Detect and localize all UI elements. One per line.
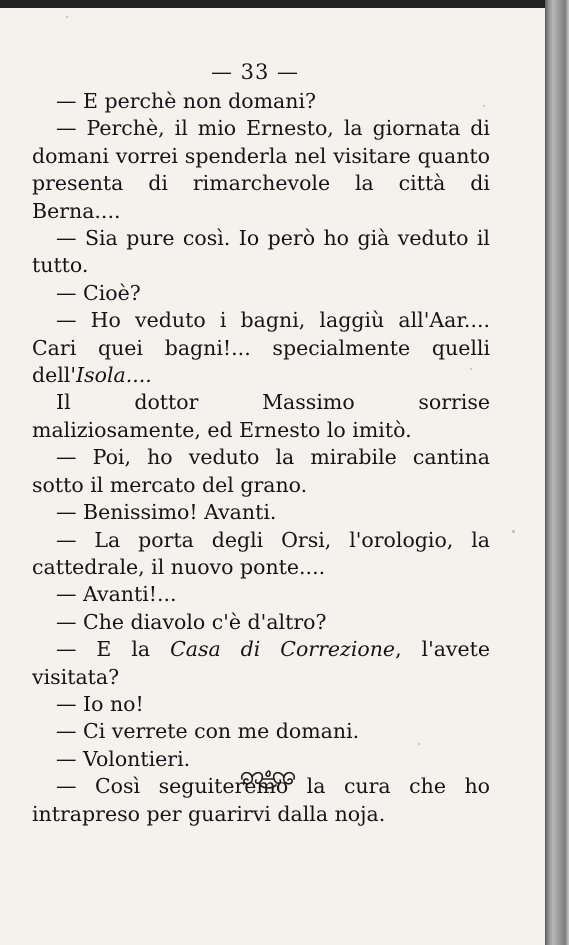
paper-speck <box>418 743 420 745</box>
paper-speck <box>483 105 485 107</box>
paper-speck <box>512 530 515 533</box>
paragraph: — Cioè? <box>56 280 141 305</box>
fleuron-ornament-icon <box>236 766 300 792</box>
book-spine-edge <box>545 0 569 945</box>
paragraph: — Avanti!... <box>56 582 177 607</box>
paper-speck <box>470 368 472 370</box>
paragraph-text: , l'avete visitata? <box>32 637 491 689</box>
body-text <box>32 88 490 828</box>
book-page <box>0 8 545 945</box>
paragraph: — Benissimo! Avanti. <box>56 500 277 525</box>
paragraph: — Perchè, il mio Ernesto, la giornata di domani vorrei spenderla nel visitare quanto presenta di rimarchevole la città di Berna.... <box>32 116 490 223</box>
paragraph: — E perchè non domani? <box>56 89 317 113</box>
scan-top-border <box>0 0 569 8</box>
paragraph: — Volontieri. <box>56 746 191 771</box>
italic-casa: Casa di Correzione <box>170 637 396 662</box>
paragraph: — La porta degli Orsi, l'orologio, la cattedrale, il nuovo ponte.... <box>32 527 490 579</box>
paragraph: — Così seguiteremo la cura che ho intrapreso per guarirvi dalla noja. <box>32 774 490 826</box>
page-number: — 33 — <box>210 60 300 84</box>
paragraph <box>32 307 490 389</box>
paper-speck <box>66 16 68 18</box>
paragraph <box>32 636 490 691</box>
paragraph: — Ci verrete con me domani. <box>56 719 360 744</box>
paragraph: — Io no! <box>56 691 144 716</box>
paragraph: — Che diavolo c'è d'altro? <box>56 609 327 634</box>
paragraph: — Sia pure così. Io però ho già veduto il tutto. <box>32 226 490 278</box>
italic-isola: Isola.... <box>76 363 152 388</box>
paragraph-text: — Ho veduto i bagni, laggiù all'Aar.... Cari quei bagni!... specialmente quelli dell' <box>32 308 490 388</box>
paragraph-text: — E la <box>56 637 171 662</box>
paragraph: Il dottor Massimo sorrise maliziosamente, ed Ernesto lo imitò. <box>32 390 490 442</box>
paragraph: — Poi, ho veduto la mirabile cantina sotto il mercato del grano. <box>32 445 490 497</box>
